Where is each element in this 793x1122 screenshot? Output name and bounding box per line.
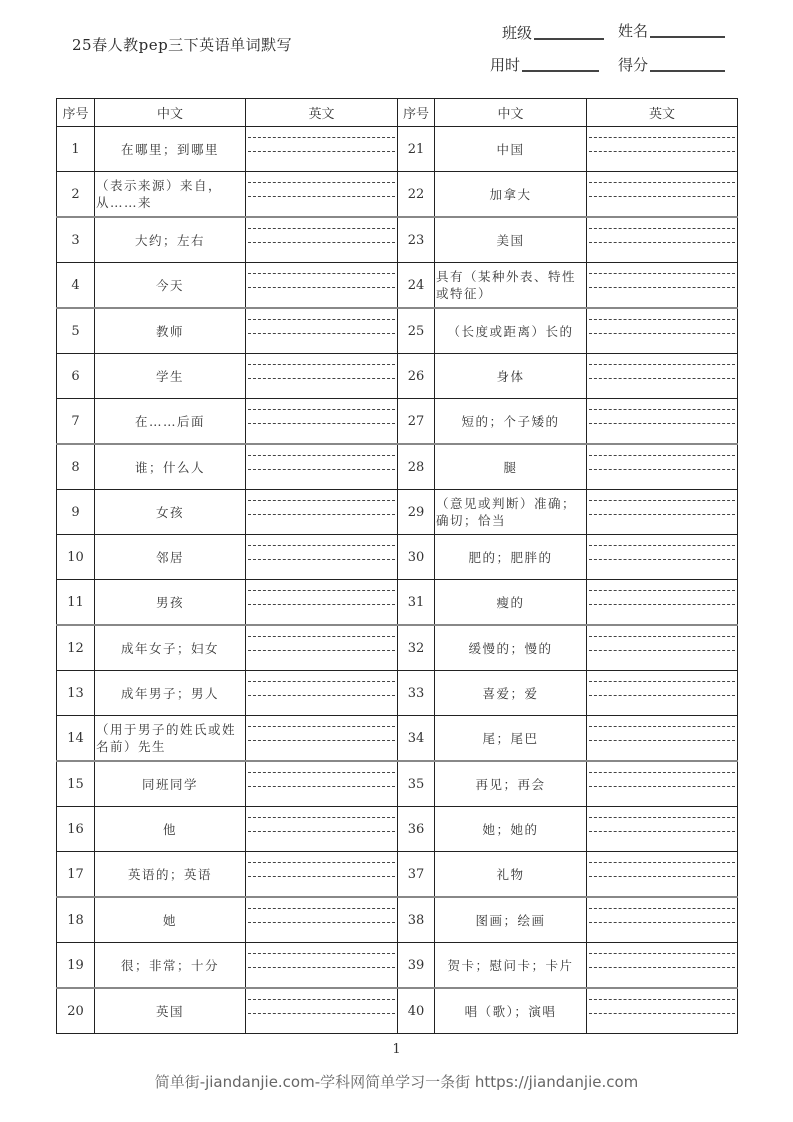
dashed-guide-line	[248, 876, 395, 877]
chinese-meaning: 同班同学	[95, 761, 246, 807]
dashed-guide-line	[589, 726, 735, 727]
dashed-guide-line	[589, 137, 735, 138]
item-number: 16	[57, 807, 95, 852]
item-number: 15	[57, 761, 95, 807]
table-row	[57, 716, 738, 762]
chinese-meaning: 很；非常；十分	[95, 943, 246, 989]
dashed-guide-line	[248, 740, 395, 741]
english-answer-field[interactable]	[246, 852, 398, 898]
item-number: 36	[398, 807, 435, 852]
english-answer-field[interactable]	[587, 943, 738, 989]
english-answer-field[interactable]	[246, 580, 398, 626]
english-answer-field[interactable]	[246, 716, 398, 762]
table-row	[57, 988, 738, 1034]
english-answer-field[interactable]	[587, 490, 738, 535]
dashed-guide-line	[589, 650, 735, 651]
item-number: 38	[398, 897, 435, 943]
dashed-guide-line	[248, 862, 395, 863]
dashed-guide-line	[248, 500, 395, 501]
dashed-guide-line	[589, 364, 735, 365]
item-number: 13	[57, 671, 95, 716]
chinese-meaning: （意见或判断）准确；确切；恰当	[435, 490, 587, 535]
dashed-guide-line	[248, 364, 395, 365]
dashed-guide-line	[248, 228, 395, 229]
item-number: 4	[57, 263, 95, 309]
chinese-meaning: 在……后面	[95, 399, 246, 445]
dashed-guide-line	[248, 786, 395, 787]
dashed-guide-line	[248, 151, 395, 152]
chinese-meaning: 英国	[95, 988, 246, 1034]
chinese-meaning: 尾；尾巴	[435, 716, 587, 762]
column-header-number: 序号	[57, 99, 95, 127]
item-number: 2	[57, 172, 95, 218]
chinese-meaning: 礼物	[435, 852, 587, 898]
english-answer-field[interactable]	[587, 444, 738, 490]
chinese-meaning: 身体	[435, 354, 587, 399]
score-label: 得分	[618, 56, 649, 74]
dashed-guide-line	[589, 786, 735, 787]
column-header-chinese: 中文	[435, 99, 587, 127]
score-field	[618, 54, 725, 75]
dashed-guide-line	[248, 423, 395, 424]
item-number: 23	[398, 217, 435, 263]
item-number: 1	[57, 127, 95, 172]
chinese-meaning: 喜爱；爱	[435, 671, 587, 716]
english-answer-field[interactable]	[587, 263, 738, 309]
item-number: 22	[398, 172, 435, 218]
english-answer-field[interactable]	[587, 716, 738, 762]
item-number: 30	[398, 535, 435, 580]
chinese-meaning: 肥的；肥胖的	[435, 535, 587, 580]
item-number: 18	[57, 897, 95, 943]
vocabulary-table	[56, 98, 738, 1034]
item-number: 8	[57, 444, 95, 490]
chinese-meaning: 再见；再会	[435, 761, 587, 807]
item-number: 11	[57, 580, 95, 626]
dashed-guide-line	[248, 695, 395, 696]
dashed-guide-line	[248, 559, 395, 560]
name-field	[618, 20, 725, 41]
dashed-guide-line	[248, 590, 395, 591]
page-number: 1	[392, 1042, 401, 1057]
dashed-guide-line	[248, 273, 395, 274]
dashed-guide-line	[589, 545, 735, 546]
dashed-guide-line	[248, 319, 395, 320]
dashed-guide-line	[589, 922, 735, 923]
table-row	[57, 807, 738, 852]
table-row	[57, 625, 738, 671]
dashed-guide-line	[248, 287, 395, 288]
dashed-guide-line	[248, 242, 395, 243]
dashed-guide-line	[248, 137, 395, 138]
chinese-meaning: 成年女子；妇女	[95, 625, 246, 671]
english-answer-field[interactable]	[246, 625, 398, 671]
dashed-guide-line	[589, 151, 735, 152]
dashed-guide-line	[248, 455, 395, 456]
english-answer-field[interactable]	[587, 354, 738, 399]
dashed-guide-line	[248, 514, 395, 515]
table-row	[57, 263, 738, 309]
dashed-guide-line	[589, 196, 735, 197]
dashed-guide-line	[589, 273, 735, 274]
english-answer-field[interactable]	[246, 127, 398, 172]
table-row	[57, 897, 738, 943]
class-field	[502, 22, 604, 43]
english-answer-field[interactable]	[587, 761, 738, 807]
column-header-english: 英文	[587, 99, 738, 127]
dashed-guide-line	[589, 242, 735, 243]
item-number: 28	[398, 444, 435, 490]
dashed-guide-line	[248, 182, 395, 183]
worksheet-title: 25春人教pep三下英语单词默写	[72, 36, 293, 54]
item-number: 33	[398, 671, 435, 716]
chinese-meaning: 加拿大	[435, 172, 587, 218]
chinese-meaning: 男孩	[95, 580, 246, 626]
english-answer-field[interactable]	[587, 671, 738, 716]
dashed-guide-line	[589, 182, 735, 183]
item-number: 27	[398, 399, 435, 445]
chinese-meaning: 她	[95, 897, 246, 943]
english-answer-field[interactable]	[587, 988, 738, 1034]
dashed-guide-line	[248, 999, 395, 1000]
dashed-guide-line	[248, 772, 395, 773]
item-number: 34	[398, 716, 435, 762]
dashed-guide-line	[589, 319, 735, 320]
dashed-guide-line	[248, 967, 395, 968]
dashed-guide-line	[248, 817, 395, 818]
table-row	[57, 127, 738, 172]
table-row	[57, 535, 738, 580]
chinese-meaning: 大约；左右	[95, 217, 246, 263]
dashed-guide-line	[589, 999, 735, 1000]
dashed-guide-line	[589, 740, 735, 741]
english-answer-field[interactable]	[246, 399, 398, 445]
dashed-guide-line	[589, 500, 735, 501]
english-answer-field[interactable]	[587, 580, 738, 626]
dashed-guide-line	[589, 953, 735, 954]
table-row	[57, 399, 738, 445]
chinese-meaning: 成年男子；男人	[95, 671, 246, 716]
dashed-guide-line	[589, 590, 735, 591]
dashed-guide-line	[589, 636, 735, 637]
dashed-guide-line	[589, 908, 735, 909]
table-row	[57, 217, 738, 263]
item-number: 39	[398, 943, 435, 989]
item-number: 7	[57, 399, 95, 445]
item-number: 6	[57, 354, 95, 399]
english-answer-field[interactable]	[246, 490, 398, 535]
column-header-number: 序号	[398, 99, 435, 127]
table-row	[57, 354, 738, 399]
dashed-guide-line	[248, 922, 395, 923]
dashed-guide-line	[589, 772, 735, 773]
dashed-guide-line	[248, 196, 395, 197]
dashed-guide-line	[248, 469, 395, 470]
table-row	[57, 761, 738, 807]
item-number: 12	[57, 625, 95, 671]
dashed-guide-line	[589, 817, 735, 818]
chinese-meaning: 瘦的	[435, 580, 587, 626]
english-answer-field[interactable]	[246, 807, 398, 852]
dashed-guide-line	[589, 333, 735, 334]
item-number: 3	[57, 217, 95, 263]
table-header-row	[57, 99, 738, 127]
table-row	[57, 671, 738, 716]
class-label: 班级	[502, 24, 533, 42]
english-answer-field[interactable]	[246, 671, 398, 716]
column-header-english: 英文	[246, 99, 398, 127]
dashed-guide-line	[248, 650, 395, 651]
chinese-meaning: 图画；绘画	[435, 897, 587, 943]
chinese-meaning: 她；她的	[435, 807, 587, 852]
chinese-meaning: 学生	[95, 354, 246, 399]
english-answer-field[interactable]	[587, 625, 738, 671]
chinese-meaning: （长度或距离）长的	[435, 308, 587, 354]
item-number: 19	[57, 943, 95, 989]
score-blank[interactable]	[650, 70, 725, 72]
english-answer-field[interactable]	[246, 897, 398, 943]
chinese-meaning: 在哪里；到哪里	[95, 127, 246, 172]
dashed-guide-line	[589, 423, 735, 424]
item-number: 35	[398, 761, 435, 807]
item-number: 21	[398, 127, 435, 172]
time-blank[interactable]	[522, 70, 599, 72]
item-number: 14	[57, 716, 95, 762]
dashed-guide-line	[589, 967, 735, 968]
english-answer-field[interactable]	[246, 172, 398, 218]
item-number: 37	[398, 852, 435, 898]
item-number: 26	[398, 354, 435, 399]
english-answer-field[interactable]	[587, 535, 738, 580]
item-number: 5	[57, 308, 95, 354]
item-number: 29	[398, 490, 435, 535]
chinese-meaning: 英语的；英语	[95, 852, 246, 898]
table-row	[57, 308, 738, 354]
dashed-guide-line	[248, 726, 395, 727]
english-answer-field[interactable]	[246, 354, 398, 399]
item-number: 10	[57, 535, 95, 580]
chinese-meaning: 美国	[435, 217, 587, 263]
english-answer-field[interactable]	[246, 943, 398, 989]
chinese-meaning: 中国	[435, 127, 587, 172]
item-number: 32	[398, 625, 435, 671]
chinese-meaning: 邻居	[95, 535, 246, 580]
table-row	[57, 580, 738, 626]
item-number: 40	[398, 988, 435, 1034]
dashed-guide-line	[248, 604, 395, 605]
chinese-meaning: 缓慢的；慢的	[435, 625, 587, 671]
table-row	[57, 444, 738, 490]
item-number: 31	[398, 580, 435, 626]
chinese-meaning: 唱（歌）；演唱	[435, 988, 587, 1034]
dashed-guide-line	[248, 1013, 395, 1014]
table-row	[57, 490, 738, 535]
english-answer-field[interactable]	[246, 263, 398, 309]
table-row	[57, 943, 738, 989]
dashed-guide-line	[589, 559, 735, 560]
time-label: 用时	[490, 56, 521, 74]
chinese-meaning: 贺卡；慰问卡；卡片	[435, 943, 587, 989]
dashed-guide-line	[589, 409, 735, 410]
chinese-meaning: 他	[95, 807, 246, 852]
dashed-guide-line	[248, 636, 395, 637]
dashed-guide-line	[589, 695, 735, 696]
dashed-guide-line	[589, 455, 735, 456]
dashed-guide-line	[589, 469, 735, 470]
time-field	[490, 54, 599, 75]
dashed-guide-line	[589, 514, 735, 515]
english-answer-field[interactable]	[246, 535, 398, 580]
english-answer-field[interactable]	[246, 761, 398, 807]
chinese-meaning: （用于男子的姓氏或姓名前）先生	[95, 716, 246, 762]
item-number: 17	[57, 852, 95, 898]
dashed-guide-line	[589, 378, 735, 379]
dashed-guide-line	[248, 378, 395, 379]
english-answer-field[interactable]	[587, 807, 738, 852]
name-label: 姓名	[618, 22, 649, 40]
dashed-guide-line	[248, 409, 395, 410]
english-answer-field[interactable]	[246, 217, 398, 263]
item-number: 25	[398, 308, 435, 354]
english-answer-field[interactable]	[246, 308, 398, 354]
chinese-meaning: 腿	[435, 444, 587, 490]
chinese-meaning: 今天	[95, 263, 246, 309]
dashed-guide-line	[589, 862, 735, 863]
item-number: 24	[398, 263, 435, 309]
english-answer-field[interactable]	[246, 988, 398, 1034]
english-answer-field[interactable]	[587, 308, 738, 354]
english-answer-field[interactable]	[587, 897, 738, 943]
dashed-guide-line	[589, 287, 735, 288]
dashed-guide-line	[589, 681, 735, 682]
chinese-meaning: 教师	[95, 308, 246, 354]
item-number: 20	[57, 988, 95, 1034]
dashed-guide-line	[589, 876, 735, 877]
english-answer-field[interactable]	[246, 444, 398, 490]
chinese-meaning: 女孩	[95, 490, 246, 535]
dashed-guide-line	[589, 1013, 735, 1014]
chinese-meaning: 具有（某种外表、特性或特征）	[435, 263, 587, 309]
column-header-chinese: 中文	[95, 99, 246, 127]
dashed-guide-line	[248, 681, 395, 682]
english-answer-field[interactable]	[587, 399, 738, 445]
item-number: 9	[57, 490, 95, 535]
table-row	[57, 852, 738, 898]
english-answer-field[interactable]	[587, 852, 738, 898]
dashed-guide-line	[589, 604, 735, 605]
dashed-guide-line	[589, 228, 735, 229]
english-answer-field[interactable]	[587, 127, 738, 172]
dashed-guide-line	[589, 831, 735, 832]
chinese-meaning: 谁；什么人	[95, 444, 246, 490]
dashed-guide-line	[248, 953, 395, 954]
name-blank[interactable]	[650, 36, 725, 38]
table-row	[57, 172, 738, 218]
dashed-guide-line	[248, 545, 395, 546]
class-blank[interactable]	[534, 38, 604, 40]
english-answer-field[interactable]	[587, 217, 738, 263]
dashed-guide-line	[248, 908, 395, 909]
dashed-guide-line	[248, 831, 395, 832]
chinese-meaning: （表示来源）来自，从……来	[95, 172, 246, 218]
watermark-text: 简单街-jiandanjie.com-学科网简单学习一条街 https://jiandanjie.com	[154, 1073, 639, 1091]
chinese-meaning: 短的；个子矮的	[435, 399, 587, 445]
english-answer-field[interactable]	[587, 172, 738, 218]
dashed-guide-line	[248, 333, 395, 334]
